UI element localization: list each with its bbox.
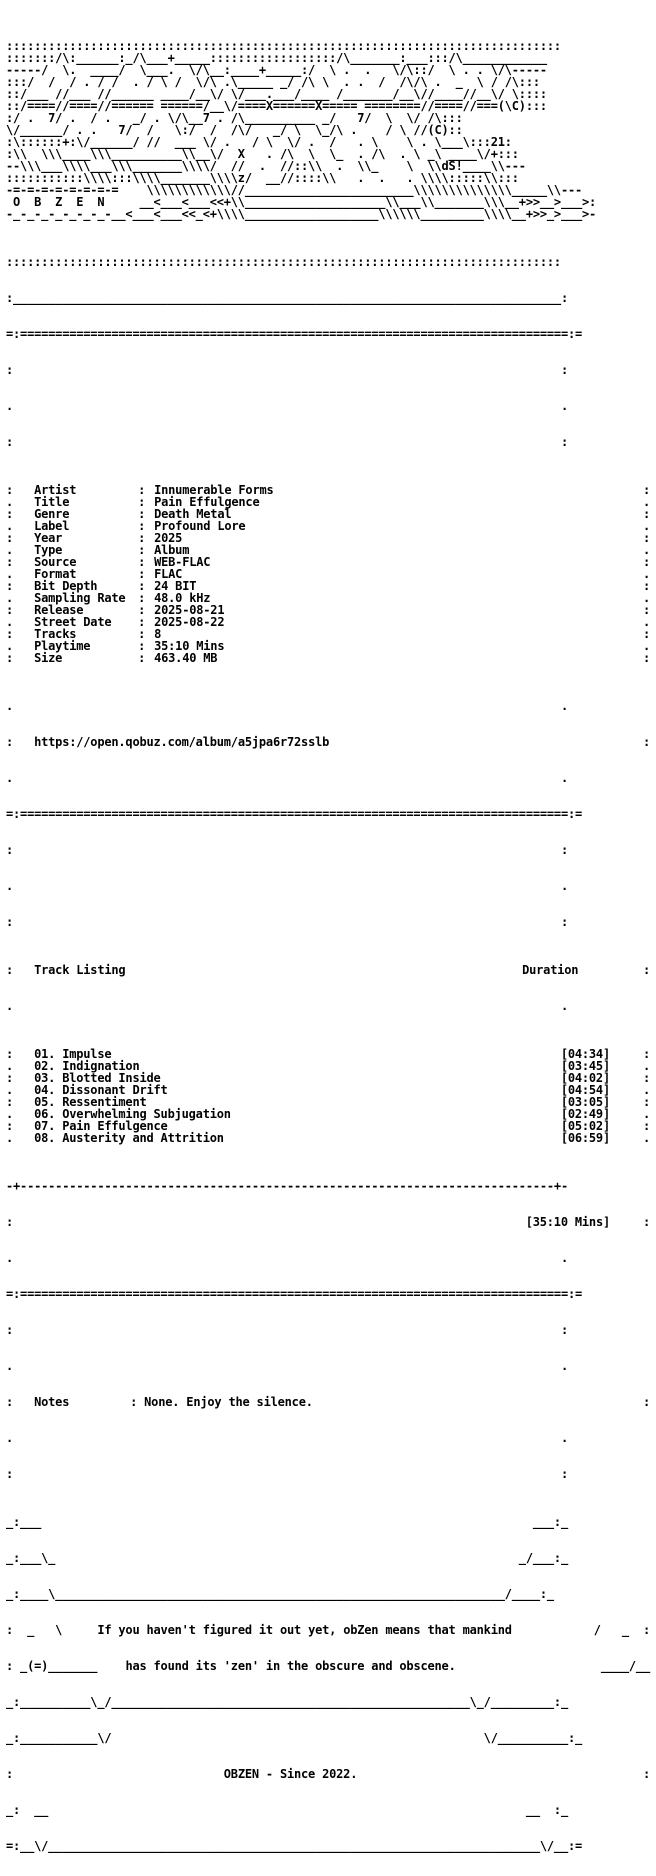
nfo-document: ::::::::::::::::::::::::::::::::::::::::::::::::::::::::::::::::::::::::::::::: :::::::/\:______:_/\___+_____::::::::::::::::::/\_______:___:::/\____________ -----/ \. ____/ \___. \/\__:____+_____:/ \ . . \/\::/ \ . . \/\----- :::/ / / . / / . / \ / \/\ .\_____ _/ /\ \ . . / /\/\ . _ \ / /\::: ::/___ //___ //______ ____/__\/ \/___.___/____ /_______/__\//____//__\/ \:::: ::/====//====//====== ======/__\/====X======X===== ========//====//===(\C)::: :/ . 7/ . / . _/ . \/\__7 . /\__________ _/ 7/ \ \/ /\::: \/______/ . . 7/ / \:/ / /\/ _/ \ \_/\ . / \ //(C):: :\::::::+:\/______/ // ___ \/ . / \ \/ . / . \ \ . \___\:::21: :\\ \\\____\\\__________\\__\/ X . /\ \ \_ . /\ . \ _\ ____\/+::: --\\\___\\\\___\\\_______\\\\/ // . //::\\ . \\_ \ \\dS!____\\--- :::::::::::\\\\:::\\\\_______\\\\z/ __//::::\\ . . . \\\\:::::\\::: -=-=-=-=-=-=-=-= \\\\\\\\\\\\//________________________\\\\\\\\\\\\\\_____\\--- O B Z E N __<___<___<<+\\____________________\\___\\_______\\\__+>>__>___>: -_-_-_-_-_-_-_-__<___<___<<_<+\\\\___________________\\\\\\_________\\\\__+>>_>___>- ::::::::::::::::::::::::::::::::::::::::::::::::::::::::::::::::::::::::::::::: :______________________________________________________________________________: =:==============================================================================:= : : . . : : : Artist : Innumerable Forms : . Title : Pain Effulgence . : Genre : Death Metal : . Label : Profound Lore . : Year : 2025 : . Type : Album . : Source : WEB-FLAC : . Format : FLAC . : Bit Depth : 24 BIT : . Sampling Rate : 48.0 kHz . : Release : 2025-08-21 : . Street Date : 2025-08-22 . : Tracks : 8 : . Playtime : 35:10 Mins . : Size : 463.40 MB : . . : https://open.qobuz.com/album/a5jpa6r72sslb : . . =:==============================================================================:= : : . . : : : Track Listing Duration : . . : 01. Impulse [04:34] : . 02. Indignation [03:45] . : 03. Blotted Inside [04:02] : . 04. Dissonant Drift [04:54] . : 05. Ressentiment [03:05] : . 06. Overwhelming Subjugation [02:49] . : 07. Pain Effulgence [05:02] : . 08. Austerity and Attrition [06:59] . -+----------------------------------------------------------------------------+- : [35:10 Mins] : . . =:==============================================================================:= : : . . : Notes : None. Enjoy the silence. : . . : : _:___ ___:_ _:___\_ _/___:_ _:____\________________________________________________________________/____:_ : _ \ If you haven't figured it out yet, obZen means that mankind / _ : : _(=)_______ has found its 'zen' in the obscure and obscene. ____/__ _:__________\_/___________________________________________________\_/_________:_ _:___________\/ \/__________:_ : OBZEN - Since 2022. : _: __ __ :_ =:__\/______________________________________________________________________\/__:=: [6, 39, 650, 1853]
info-key: Type: [34, 543, 63, 557]
total-playtime-row: : [35:10 Mins] :: [6, 1215, 650, 1229]
info-value: Innumerable Forms: [154, 483, 274, 497]
footer-credit: OBZEN - Since 2022.: [223, 1767, 358, 1781]
track-row: : 07. Pain Effulgence [05:02] :: [6, 1119, 650, 1133]
info-value: 463.40 MB: [154, 651, 218, 665]
info-key: Title: [34, 495, 70, 509]
info-key: Playtime: [34, 639, 91, 653]
info-value: 2025: [154, 531, 183, 545]
info-value: FLAC: [154, 567, 183, 581]
info-section: [6, 484, 650, 664]
track-duration: [03:05]: [560, 1095, 610, 1109]
banner-line: :\\ \\\____\\\__________\\__\/ X . /\ \ \_ . /\ . \ _\ ____\/+:::: [6, 147, 519, 161]
total-playtime: [35:10 Mins]: [525, 1215, 610, 1229]
track-list: [6, 1048, 650, 1144]
banner-line: ::/___ //___ //______ ____/__\/ \/___.___/____ /_______/__\//____//__\/ \::::: [6, 87, 547, 101]
divider-dots: :::::::::::::::::::::::::::::::::::::::::::::::::::::::::::::::::::::::::::::::: [6, 255, 561, 269]
banner-line: :/ . 7/ . / . _/ . \/\__7 . /\__________ _/ 7/ \ \/ /\:::: [6, 111, 463, 125]
track-duration: [05:02]: [560, 1119, 610, 1133]
footer-quote-line-2: has found its 'zen' in the obscure and obscene.: [125, 1659, 456, 1673]
track-row: : 03. Blotted Inside [04:02] :: [6, 1071, 650, 1085]
info-row: : Genre : Death Metal :: [6, 507, 650, 521]
track-duration: [06:59]: [560, 1131, 610, 1145]
info-row: . Type : Album .: [6, 543, 650, 557]
notes-label: Notes: [34, 1395, 70, 1409]
left-emblem: (=): [27, 1659, 49, 1673]
ascii-banner: [6, 40, 650, 220]
info-key: Year: [34, 531, 63, 545]
tracklist-header: : Track Listing Duration :: [6, 963, 650, 977]
track-title: 02. Indignation: [34, 1059, 140, 1073]
info-value: 48.0 kHz: [154, 591, 211, 605]
banner-line: :::/ / / . / / . / \ / \/\ .\_____ _/ /\ \ . . / /\/\ . _ \ / /\:::: [6, 75, 540, 89]
info-value: 2025-08-22: [154, 615, 225, 629]
track-row: . 02. Indignation [03:45] .: [6, 1059, 650, 1073]
banner-line: O B Z E N __<___<___<<+\\____________________\\___\\_______\\\__+>>__>___>:: [6, 195, 597, 209]
banner-line: \/______/ . . 7/ / \:/ / /\/ _/ \ \_/\ . / \ //(C)::: [6, 123, 463, 137]
notes-row: : Notes : None. Enjoy the silence. :: [6, 1395, 650, 1409]
info-key: Label: [34, 519, 70, 533]
banner-line: -----/ \. ____/ \___. \/\__:____+_____:/ \ . . \/\::/ \ . . \/\-----: [6, 63, 547, 77]
footer-quote-line-1: If you haven't figured it out yet, obZen means that mankind: [97, 1623, 512, 1637]
divider-notes-start: =:==============================================================================:=: [6, 1287, 583, 1301]
banner-line: -_-_-_-_-_-_-_-__<___<___<<_<+\\\\___________________\\\\\\_________\\\\__+>>_>___>-: [6, 207, 597, 221]
album-url-row: : https://open.qobuz.com/album/a5jpa6r72sslb :: [6, 735, 650, 749]
divider-tracks-end: -+----------------------------------------------------------------------------+-: [6, 1179, 568, 1193]
info-key: Source: [34, 555, 77, 569]
banner-line: :::::::/\:______:_/\___+_____::::::::::::::::::/\_______:___:::/\____________: [6, 51, 547, 65]
track-title: 07. Pain Effulgence: [34, 1119, 168, 1133]
info-key: Street Date: [34, 615, 112, 629]
track-row: . 06. Overwhelming Subjugation [02:49] .: [6, 1107, 650, 1121]
info-row: : Tracks : 8 :: [6, 627, 650, 641]
info-key: Size: [34, 651, 63, 665]
footer-frame-top: _:___ ___:_: [6, 1515, 568, 1529]
track-title: 08. Austerity and Attrition: [34, 1131, 224, 1145]
info-value: 24 BIT: [154, 579, 197, 593]
banner-line: --\\\___\\\\___\\\_______\\\\/ // . //::\\ . \\_ \ \\dS!____\\---: [6, 159, 526, 173]
footer-quote-2: : _(=)_______ has found its 'zen' in the obscure and obscene. ____/__: [6, 1659, 650, 1673]
track-row: : 05. Ressentiment [03:05] :: [6, 1095, 650, 1109]
info-row: . Label : Profound Lore .: [6, 519, 650, 533]
notes-text: : None. Enjoy the silence.: [130, 1395, 313, 1409]
info-row: : Size : 463.40 MB :: [6, 651, 650, 665]
info-key: Sampling Rate: [34, 591, 126, 605]
info-value: Death Metal: [154, 507, 232, 521]
track-title: 05. Ressentiment: [34, 1095, 147, 1109]
footer-credit-row: : OBZEN - Since 2022. :: [6, 1767, 650, 1781]
info-row: . Format : FLAC .: [6, 567, 650, 581]
info-row: : Bit Depth : 24 BIT :: [6, 579, 650, 593]
divider-top: :______________________________________________________________________________:: [6, 291, 568, 305]
info-row: : Artist : Innumerable Forms :: [6, 483, 650, 497]
album-url[interactable]: https://open.qobuz.com/album/a5jpa6r72sslb: [34, 735, 330, 749]
footer-frame-bottom: =:__\/______________________________________________________________________\/__:=: [6, 1839, 583, 1853]
track-row: . 04. Dissonant Drift [04:54] .: [6, 1083, 650, 1097]
info-value: Album: [154, 543, 190, 557]
track-duration: [04:54]: [560, 1083, 610, 1097]
info-row: . Playtime : 35:10 Mins .: [6, 639, 650, 653]
track-duration: [02:49]: [560, 1107, 610, 1121]
track-row: : 01. Impulse [04:34] :: [6, 1047, 650, 1061]
info-key: Tracks: [34, 627, 77, 641]
info-row: . Street Date : 2025-08-22 .: [6, 615, 650, 629]
divider-double: =:==============================================================================:=: [6, 327, 583, 341]
info-row: : Source : WEB-FLAC :: [6, 555, 650, 569]
track-title: 06. Overwhelming Subjugation: [34, 1107, 231, 1121]
track-duration: [03:45]: [560, 1059, 610, 1073]
info-value: WEB-FLAC: [154, 555, 211, 569]
info-value: 8: [154, 627, 162, 641]
track-title: 04. Dissonant Drift: [34, 1083, 168, 1097]
info-key: Artist: [34, 483, 77, 497]
info-value: Pain Effulgence: [154, 495, 260, 509]
banner-line: :::::::::::\\\\:::\\\\_______\\\\z/ __//::::\\ . . . \\\\:::::\\:::: [6, 171, 519, 185]
info-key: Release: [34, 603, 84, 617]
banner-line: :\::::::+:\/______/ // ___ \/ . / \ \/ . / . \ \ . \___\:::21:: [6, 135, 512, 149]
footer-quote-1: : _ \ If you haven't figured it out yet, obZen means that mankind / _ :: [6, 1623, 650, 1637]
track-duration: [04:02]: [560, 1071, 610, 1085]
track-duration: [04:34]: [560, 1047, 610, 1061]
track-title: 03. Blotted Inside: [34, 1071, 161, 1085]
banner-line: -=-=-=-=-=-=-=-= \\\\\\\\\\\\//________________________\\\\\\\\\\\\\\_____\\---: [6, 183, 583, 197]
tracklist-heading: Track Listing: [34, 963, 126, 977]
info-row: : Release : 2025-08-21 :: [6, 603, 650, 617]
divider-info-end: =:==============================================================================:=: [6, 807, 583, 821]
duration-heading: Duration: [522, 963, 579, 977]
info-key: Format: [34, 567, 77, 581]
banner-line: ::/====//====//====== ======/__\/====X======X===== ========//====//===(\C):::: [6, 99, 547, 113]
banner-line: :::::::::::::::::::::::::::::::::::::::::::::::::::::::::::::::::::::::::::::::: [6, 39, 561, 53]
info-value: Profound Lore: [154, 519, 246, 533]
info-row: . Sampling Rate : 48.0 kHz .: [6, 591, 650, 605]
track-title: 01. Impulse: [34, 1047, 112, 1061]
info-value: 35:10 Mins: [154, 639, 225, 653]
info-key: Bit Depth: [34, 579, 98, 593]
info-row: . Title : Pain Effulgence .: [6, 495, 650, 509]
info-row: : Year : 2025 :: [6, 531, 650, 545]
track-row: . 08. Austerity and Attrition [06:59] .: [6, 1131, 650, 1145]
info-key: Genre: [34, 507, 70, 521]
info-value: 2025-08-21: [154, 603, 225, 617]
